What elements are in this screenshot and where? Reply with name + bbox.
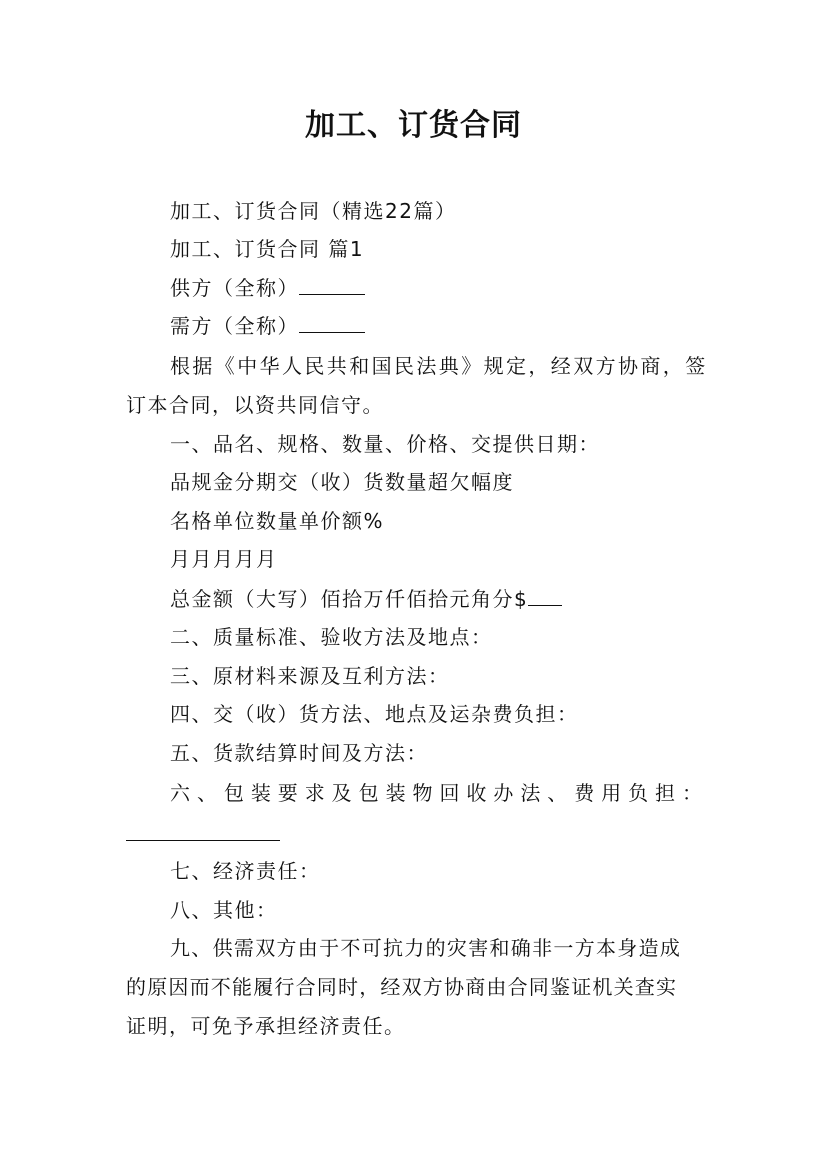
buyer-line [170, 313, 365, 339]
section-6-heading: 六、包装要求及包装物回收办法、费用负担： [170, 781, 702, 805]
table-header-row-2: 名格单位数量单价额% [170, 509, 385, 533]
section-9-line-1: 九、供需双方由于不可抗力的灾害和确非一方本身造成 [170, 936, 682, 960]
supplier-line [170, 275, 365, 301]
intro-paragraph-line-2: 订本合同，以资共同信守。 [126, 393, 384, 417]
intro-paragraph-line-1: 根据《中华人民共和国民法典》规定，经双方协商，签 [170, 354, 708, 378]
section-6-blank [126, 840, 280, 841]
section-1-heading: 一、品名、规格、数量、价格、交提供日期： [170, 432, 600, 456]
part-heading: 加工、订货合同 篇1 [170, 237, 365, 261]
table-header-row-1: 品规金分期交（收）货数量超欠幅度 [170, 470, 514, 494]
section-9-line-2: 的原因而不能履行合同时，经双方协商由合同鉴证机关查实 [126, 975, 678, 999]
subtitle-line: 加工、订货合同（精选22篇） [170, 199, 457, 223]
section-7-heading: 七、经济责任： [170, 859, 321, 883]
total-amount-label: 总金额（大写）佰拾万仟佰拾元角分$ [170, 587, 529, 611]
section-2-heading: 二、质量标准、验收方法及地点： [170, 625, 493, 649]
buyer-blank [299, 314, 365, 333]
section-3-heading: 三、原材料来源及互利方法： [170, 664, 450, 688]
total-amount-line [170, 586, 562, 612]
section-9-line-3: 证明，可免予承担经济责任。 [126, 1014, 406, 1038]
supplier-label: 供方（全称） [170, 276, 299, 300]
section-5-heading: 五、货款结算时间及方法： [170, 741, 428, 765]
section-8-heading: 八、其他： [170, 898, 278, 922]
total-amount-blank [528, 587, 562, 606]
buyer-label: 需方（全称） [170, 314, 299, 338]
document-title: 加工、订货合同 [305, 108, 522, 143]
table-header-row-3: 月月月月月 [170, 547, 278, 571]
section-4-heading: 四、交（收）货方法、地点及运杂费负担： [170, 702, 579, 726]
supplier-blank [299, 276, 365, 295]
